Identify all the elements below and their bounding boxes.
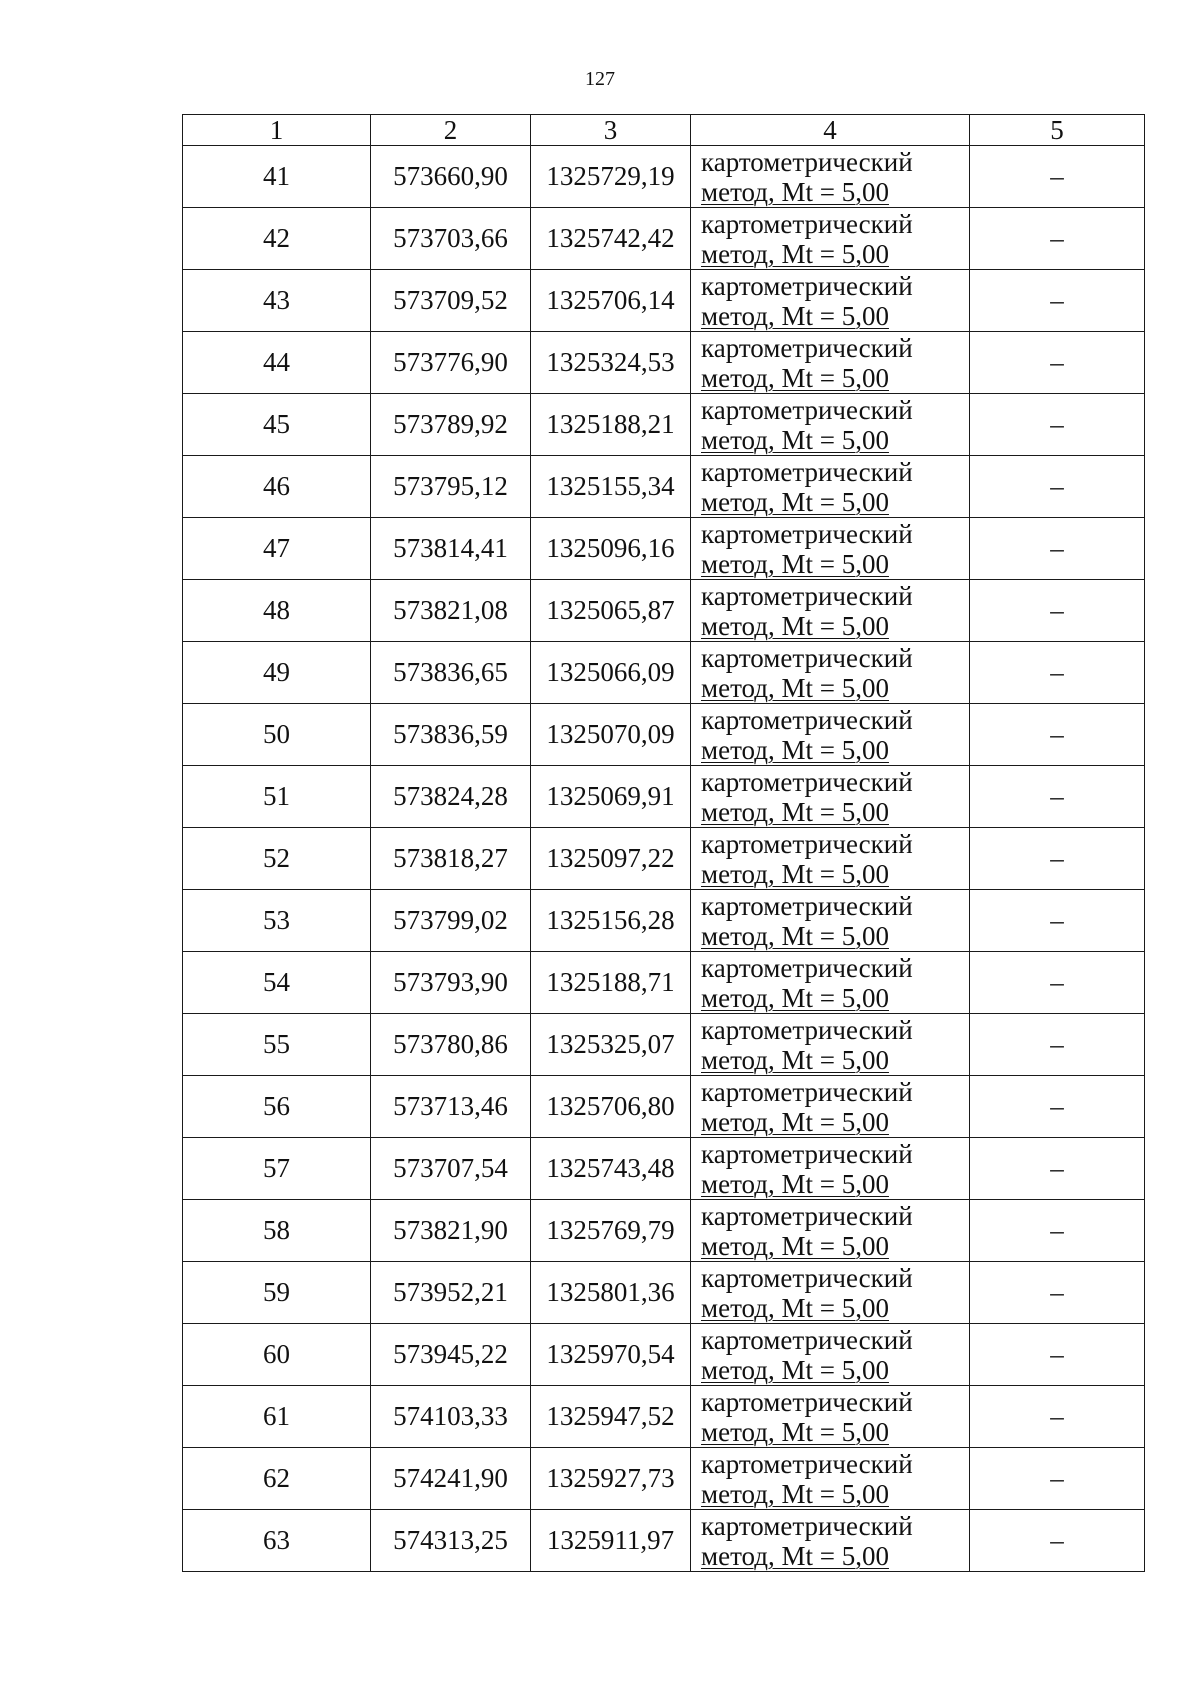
point-number-cell: 52 <box>183 828 371 890</box>
method-cell <box>691 828 970 890</box>
table-row <box>183 952 1145 1014</box>
x-coordinate-cell: 573821,08 <box>371 580 531 642</box>
method-line-2: метод, Mt = 5,00 <box>701 982 889 1013</box>
x-coordinate-cell: 573945,22 <box>371 1324 531 1386</box>
method-line-1: картометрический <box>701 580 913 611</box>
method-line-1: картометрический <box>701 890 913 921</box>
x-coordinate-cell: 573814,41 <box>371 518 531 580</box>
point-number-cell: 59 <box>183 1262 371 1324</box>
note-cell: – <box>970 952 1145 1014</box>
y-coordinate-cell: 1325155,34 <box>531 456 691 518</box>
note-cell: – <box>970 704 1145 766</box>
method-cell <box>691 270 970 332</box>
point-number-cell: 41 <box>183 146 371 208</box>
method-line-1: картометрический <box>701 332 913 363</box>
table-row <box>183 1448 1145 1510</box>
point-number-cell: 45 <box>183 394 371 456</box>
x-coordinate-cell: 574103,33 <box>371 1386 531 1448</box>
method-line-2: метод, Mt = 5,00 <box>701 610 889 641</box>
y-coordinate-cell: 1325188,21 <box>531 394 691 456</box>
method-line-1: картометрический <box>701 1014 913 1045</box>
note-cell: – <box>970 1324 1145 1386</box>
x-coordinate-cell: 573952,21 <box>371 1262 531 1324</box>
table-row <box>183 1386 1145 1448</box>
method-cell <box>691 1448 970 1510</box>
y-coordinate-cell: 1325706,80 <box>531 1076 691 1138</box>
y-coordinate-cell: 1325156,28 <box>531 890 691 952</box>
table-header <box>183 115 1145 146</box>
method-line-1: картометрический <box>701 518 913 549</box>
method-line-2: метод, Mt = 5,00 <box>701 1230 889 1261</box>
header-col-3: 3 <box>531 115 691 146</box>
method-line-1: картометрический <box>701 270 913 301</box>
method-line-2: метод, Mt = 5,00 <box>701 858 889 889</box>
x-coordinate-cell: 573776,90 <box>371 332 531 394</box>
method-cell <box>691 518 970 580</box>
y-coordinate-cell: 1325706,14 <box>531 270 691 332</box>
method-line-2: метод, Mt = 5,00 <box>701 672 889 703</box>
table-row <box>183 890 1145 952</box>
y-coordinate-cell: 1325097,22 <box>531 828 691 890</box>
method-line-2: метод, Mt = 5,00 <box>701 1416 889 1447</box>
table-row <box>183 766 1145 828</box>
table-row <box>183 580 1145 642</box>
point-number-cell: 60 <box>183 1324 371 1386</box>
method-line-1: картометрический <box>701 208 913 239</box>
x-coordinate-cell: 573836,65 <box>371 642 531 704</box>
point-number-cell: 43 <box>183 270 371 332</box>
method-line-1: картометрический <box>701 1262 913 1293</box>
method-line-2: метод, Mt = 5,00 <box>701 486 889 517</box>
point-number-cell: 63 <box>183 1510 371 1572</box>
y-coordinate-cell: 1325070,09 <box>531 704 691 766</box>
point-number-cell: 55 <box>183 1014 371 1076</box>
x-coordinate-cell: 573793,90 <box>371 952 531 1014</box>
method-line-1: картометрический <box>701 766 913 797</box>
method-cell <box>691 1014 970 1076</box>
method-line-2: метод, Mt = 5,00 <box>701 238 889 269</box>
method-cell <box>691 456 970 518</box>
point-number-cell: 53 <box>183 890 371 952</box>
y-coordinate-cell: 1325729,19 <box>531 146 691 208</box>
method-line-1: картометрический <box>701 1448 913 1479</box>
x-coordinate-cell: 574313,25 <box>371 1510 531 1572</box>
note-cell: – <box>970 642 1145 704</box>
note-cell: – <box>970 518 1145 580</box>
method-line-1: картометрический <box>701 1324 913 1355</box>
header-col-2: 2 <box>371 115 531 146</box>
point-number-cell: 58 <box>183 1200 371 1262</box>
method-cell <box>691 146 970 208</box>
method-line-2: метод, Mt = 5,00 <box>701 362 889 393</box>
point-number-cell: 44 <box>183 332 371 394</box>
method-line-1: картометрический <box>701 1510 913 1541</box>
method-line-1: картометрический <box>701 1138 913 1169</box>
table-row <box>183 456 1145 518</box>
point-number-cell: 57 <box>183 1138 371 1200</box>
y-coordinate-cell: 1325769,79 <box>531 1200 691 1262</box>
header-col-4: 4 <box>691 115 970 146</box>
method-line-2: метод, Mt = 5,00 <box>701 1354 889 1385</box>
x-coordinate-cell: 573821,90 <box>371 1200 531 1262</box>
y-coordinate-cell: 1325743,48 <box>531 1138 691 1200</box>
table-body <box>183 146 1145 1572</box>
point-number-cell: 48 <box>183 580 371 642</box>
table-row <box>183 642 1145 704</box>
page-number: 127 <box>585 68 615 90</box>
x-coordinate-cell: 574241,90 <box>371 1448 531 1510</box>
method-line-1: картометрический <box>701 146 913 177</box>
y-coordinate-cell: 1325742,42 <box>531 208 691 270</box>
method-line-1: картометрический <box>701 704 913 735</box>
note-cell: – <box>970 146 1145 208</box>
method-cell <box>691 642 970 704</box>
x-coordinate-cell: 573707,54 <box>371 1138 531 1200</box>
table-row <box>183 1014 1145 1076</box>
y-coordinate-cell: 1325188,71 <box>531 952 691 1014</box>
x-coordinate-cell: 573713,46 <box>371 1076 531 1138</box>
x-coordinate-cell: 573824,28 <box>371 766 531 828</box>
method-cell <box>691 952 970 1014</box>
y-coordinate-cell: 1325324,53 <box>531 332 691 394</box>
method-cell <box>691 704 970 766</box>
x-coordinate-cell: 573780,86 <box>371 1014 531 1076</box>
table-row <box>183 208 1145 270</box>
point-number-cell: 50 <box>183 704 371 766</box>
method-line-2: метод, Mt = 5,00 <box>701 1044 889 1075</box>
method-cell <box>691 580 970 642</box>
point-number-cell: 62 <box>183 1448 371 1510</box>
method-cell <box>691 1510 970 1572</box>
method-line-2: метод, Mt = 5,00 <box>701 300 889 331</box>
point-number-cell: 47 <box>183 518 371 580</box>
table-row <box>183 1138 1145 1200</box>
y-coordinate-cell: 1325927,73 <box>531 1448 691 1510</box>
point-number-cell: 54 <box>183 952 371 1014</box>
table-row <box>183 1324 1145 1386</box>
x-coordinate-cell: 573709,52 <box>371 270 531 332</box>
y-coordinate-cell: 1325069,91 <box>531 766 691 828</box>
note-cell: – <box>970 270 1145 332</box>
y-coordinate-cell: 1325066,09 <box>531 642 691 704</box>
note-cell: – <box>970 394 1145 456</box>
note-cell: – <box>970 890 1145 952</box>
method-line-1: картометрический <box>701 1076 913 1107</box>
method-line-2: метод, Mt = 5,00 <box>701 1540 889 1571</box>
method-cell <box>691 1200 970 1262</box>
note-cell: – <box>970 1448 1145 1510</box>
coordinates-table <box>182 114 1145 1572</box>
method-cell <box>691 332 970 394</box>
note-cell: – <box>970 766 1145 828</box>
table-row <box>183 1262 1145 1324</box>
method-line-1: картометрический <box>701 456 913 487</box>
method-line-1: картометрический <box>701 394 913 425</box>
y-coordinate-cell: 1325947,52 <box>531 1386 691 1448</box>
table-row <box>183 394 1145 456</box>
header-row <box>183 115 1145 146</box>
note-cell: – <box>970 828 1145 890</box>
method-cell <box>691 1324 970 1386</box>
point-number-cell: 51 <box>183 766 371 828</box>
method-line-1: картометрический <box>701 828 913 859</box>
method-line-1: картометрический <box>701 952 913 983</box>
method-line-2: метод, Mt = 5,00 <box>701 1478 889 1509</box>
x-coordinate-cell: 573799,02 <box>371 890 531 952</box>
method-cell <box>691 1262 970 1324</box>
method-line-2: метод, Mt = 5,00 <box>701 1106 889 1137</box>
note-cell: – <box>970 1076 1145 1138</box>
y-coordinate-cell: 1325911,97 <box>531 1510 691 1572</box>
method-cell <box>691 766 970 828</box>
table-row <box>183 518 1145 580</box>
point-number-cell: 42 <box>183 208 371 270</box>
table-row <box>183 704 1145 766</box>
method-line-2: метод, Mt = 5,00 <box>701 176 889 207</box>
method-line-2: метод, Mt = 5,00 <box>701 734 889 765</box>
y-coordinate-cell: 1325970,54 <box>531 1324 691 1386</box>
x-coordinate-cell: 573789,92 <box>371 394 531 456</box>
point-number-cell: 56 <box>183 1076 371 1138</box>
note-cell: – <box>970 1200 1145 1262</box>
note-cell: – <box>970 332 1145 394</box>
x-coordinate-cell: 573818,27 <box>371 828 531 890</box>
method-line-2: метод, Mt = 5,00 <box>701 920 889 951</box>
note-cell: – <box>970 1386 1145 1448</box>
method-cell <box>691 1076 970 1138</box>
method-line-2: метод, Mt = 5,00 <box>701 548 889 579</box>
note-cell: – <box>970 1014 1145 1076</box>
method-line-2: метод, Mt = 5,00 <box>701 796 889 827</box>
x-coordinate-cell: 573836,59 <box>371 704 531 766</box>
note-cell: – <box>970 580 1145 642</box>
header-col-1: 1 <box>183 115 371 146</box>
method-cell <box>691 1386 970 1448</box>
x-coordinate-cell: 573795,12 <box>371 456 531 518</box>
header-col-5: 5 <box>970 115 1145 146</box>
table-row <box>183 1076 1145 1138</box>
note-cell: – <box>970 1138 1145 1200</box>
note-cell: – <box>970 456 1145 518</box>
table-row <box>183 332 1145 394</box>
point-number-cell: 61 <box>183 1386 371 1448</box>
y-coordinate-cell: 1325325,07 <box>531 1014 691 1076</box>
method-line-1: картометрический <box>701 1200 913 1231</box>
y-coordinate-cell: 1325096,16 <box>531 518 691 580</box>
note-cell: – <box>970 1262 1145 1324</box>
method-line-2: метод, Mt = 5,00 <box>701 1168 889 1199</box>
point-number-cell: 49 <box>183 642 371 704</box>
y-coordinate-cell: 1325065,87 <box>531 580 691 642</box>
note-cell: – <box>970 1510 1145 1572</box>
method-line-1: картометрический <box>701 642 913 673</box>
method-line-2: метод, Mt = 5,00 <box>701 424 889 455</box>
table-row <box>183 270 1145 332</box>
x-coordinate-cell: 573660,90 <box>371 146 531 208</box>
method-cell <box>691 208 970 270</box>
table-row <box>183 1200 1145 1262</box>
method-line-2: метод, Mt = 5,00 <box>701 1292 889 1323</box>
y-coordinate-cell: 1325801,36 <box>531 1262 691 1324</box>
note-cell: – <box>970 208 1145 270</box>
table-row <box>183 1510 1145 1572</box>
method-line-1: картометрический <box>701 1386 913 1417</box>
table-row <box>183 828 1145 890</box>
method-cell <box>691 394 970 456</box>
point-number-cell: 46 <box>183 456 371 518</box>
method-cell <box>691 1138 970 1200</box>
table-row <box>183 146 1145 208</box>
method-cell <box>691 890 970 952</box>
x-coordinate-cell: 573703,66 <box>371 208 531 270</box>
